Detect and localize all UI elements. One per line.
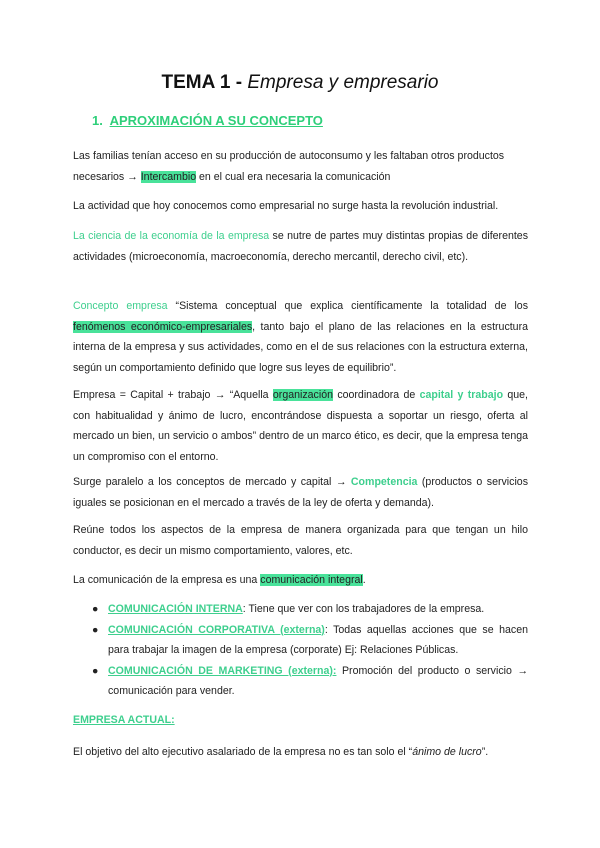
p9-text-a: El objetivo del alto ejecutivo asalariado de la empresa no es tan solo el “ bbox=[73, 746, 413, 758]
bullet-item bbox=[92, 661, 528, 702]
p5-text-b: coordinadora de bbox=[332, 389, 420, 401]
p3-green: La ciencia de la economía de la empresa bbox=[73, 230, 270, 242]
bullet-label: COMUNICACIÓN CORPORATIVA (externa) bbox=[108, 623, 325, 636]
bullet-icon: ● bbox=[92, 603, 99, 615]
p4-highlight: fenómenos económico-empresariales bbox=[73, 320, 253, 333]
section-label: APROXIMACIÓN A SU CONCEPTO bbox=[109, 113, 323, 128]
paragraph-2: La actividad que hoy conocemos como empresarial no surge hasta la revolución industrial. bbox=[73, 200, 499, 212]
paragraph-8 bbox=[73, 570, 528, 591]
p9-text-b: ”. bbox=[481, 746, 489, 758]
title-bold: TEMA 1 - bbox=[161, 72, 243, 93]
bullet-label: COMUNICACIÓN DE MARKETING (externa): bbox=[108, 664, 337, 677]
p6-text-a: Surge paralelo a los conceptos de mercado y capital → bbox=[73, 476, 351, 488]
p3-rest: se nutre de partes muy distintas propias de diferentes actividades (microeconomía, macroeconomía, derecho mercantil, derecho civil, etc). bbox=[73, 230, 528, 263]
bullet-icon: ● bbox=[92, 664, 99, 677]
p8-highlight: comunicación integral bbox=[260, 574, 363, 586]
paragraph-9 bbox=[73, 742, 528, 763]
paragraph-3 bbox=[73, 226, 528, 267]
section-heading bbox=[92, 113, 323, 128]
p4-text-b: , tanto bajo el plano de las relaciones en la estructura interna de la empresa y sus actividades, como en el de sus relaciones con la estructura externa, según un comportamiento definido que logre sus leyes de equilibrio”. bbox=[73, 320, 528, 374]
p4-text-a: “Sistema conceptual que explica científicamente la totalidad de los bbox=[167, 300, 528, 312]
p9-italic: ánimo de lucro bbox=[412, 746, 482, 758]
bullet-item bbox=[92, 599, 528, 620]
paragraph-1 bbox=[73, 146, 528, 187]
section-number: 1. bbox=[92, 113, 103, 128]
paragraph-6 bbox=[73, 472, 528, 513]
p1-text-b: en el cual era necesaria la comunicación bbox=[196, 170, 391, 183]
bullet-text: : Todas aquellas acciones que se hacen para trabajar la imagen de la empresa (corporate) Ej: Relaciones Públicas. bbox=[108, 623, 528, 656]
paragraph-5 bbox=[73, 385, 528, 467]
bullet-text: Promoción del producto o servicio → comunicación para vender. bbox=[108, 664, 528, 697]
p5-text-a: Empresa = Capital + trabajo → “Aquella bbox=[73, 389, 273, 401]
bullet-icon: ● bbox=[92, 623, 99, 636]
p4-green: Concepto empresa bbox=[73, 300, 168, 312]
p5-highlight: organización bbox=[272, 389, 333, 401]
page-title bbox=[0, 72, 600, 94]
p1-highlight: Intercambio bbox=[140, 170, 197, 183]
bullet-item bbox=[92, 620, 528, 661]
bullet-list bbox=[92, 599, 528, 702]
title-italic: Empresa y empresario bbox=[247, 72, 439, 93]
p8-text-a: La comunicación de la empresa es una bbox=[73, 574, 261, 586]
sub-heading: EMPRESA ACTUAL: bbox=[73, 714, 175, 726]
p6-green: Competencia bbox=[350, 476, 418, 488]
p6-text-b: (productos o servicios iguales se posicionan en el mercado a través de la ley de oferta y demanda). bbox=[73, 476, 528, 509]
paragraph-4 bbox=[73, 296, 528, 378]
p5-green: capital y trabajo bbox=[419, 389, 504, 401]
paragraph-7: Reúne todos los aspectos de la empresa de manera organizada para que tengan un hilo conductor, es decir un mismo comportamiento, valores, etc. bbox=[73, 524, 528, 557]
p8-text-b: . bbox=[362, 574, 366, 586]
p5-text-c: que, con habitualidad y ánimo de lucro, encontrándose dispuesta a soportar un riesgo, oferta al mercado un bien, un servicio o ambos” dentro de un marco ético, es decir, que la empresa tenga un compromiso con el entorno. bbox=[73, 389, 528, 463]
p1-text-a: Las familias tenían acceso en su producción de autoconsumo y les faltaban otros productos necesarios → bbox=[73, 150, 505, 183]
bullet-text: : Tiene que ver con los trabajadores de la empresa. bbox=[242, 603, 485, 615]
bullet-label: COMUNICACIÓN INTERNA bbox=[108, 603, 243, 615]
